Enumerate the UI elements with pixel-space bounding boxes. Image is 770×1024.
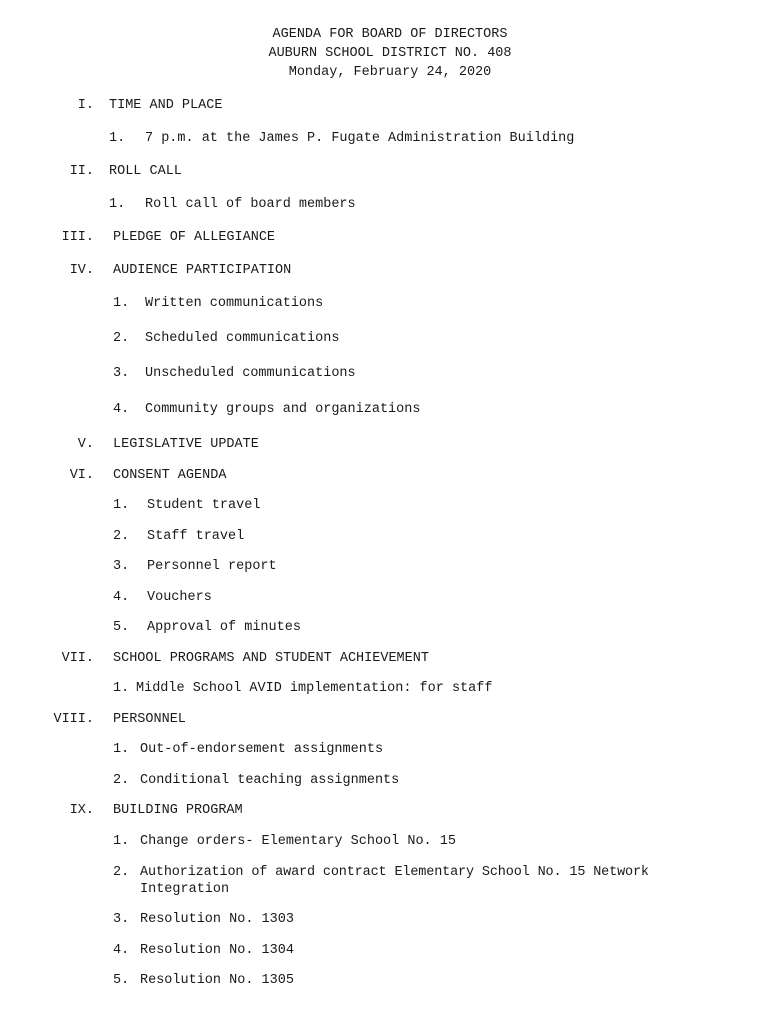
item-text: Scheduled communications xyxy=(145,331,340,346)
item-text: Authorization of award contract Elementary School No. 15 Network xyxy=(140,865,649,880)
item-number: 4. xyxy=(113,943,130,958)
section-title: AUDIENCE PARTICIPATION xyxy=(113,263,292,278)
item-number: 2. xyxy=(113,331,130,346)
district-name: AUBURN SCHOOL DISTRICT NO. 408 xyxy=(268,46,512,61)
section-title: LEGISLATIVE UPDATE xyxy=(113,437,259,452)
item-number: 1. xyxy=(113,296,130,311)
item-number: 1. xyxy=(113,681,130,696)
item-number: 3. xyxy=(113,559,130,574)
item-number: 2. xyxy=(113,773,130,788)
agenda-header xyxy=(0,25,770,82)
section-numeral: IV. xyxy=(69,263,94,278)
item-number: 3. xyxy=(113,366,130,381)
section-title: TIME AND PLACE xyxy=(109,98,223,113)
item-text: Out-of-endorsement assignments xyxy=(140,742,384,757)
section-numeral: VIII. xyxy=(53,712,94,727)
meeting-date: Monday, February 24, 2020 xyxy=(288,65,492,80)
item-text: Resolution No. 1303 xyxy=(140,912,294,927)
item-text: Personnel report xyxy=(147,559,277,574)
item-text-continued: Integration xyxy=(140,882,230,897)
section-numeral: VI. xyxy=(69,468,94,483)
item-text: Change orders- Elementary School No. 15 xyxy=(140,834,456,849)
item-number: 1. xyxy=(109,197,126,212)
item-text: Vouchers xyxy=(147,590,212,605)
item-text: Middle School AVID implementation: for staff xyxy=(136,681,493,696)
item-number: 1. xyxy=(113,742,130,757)
item-text: 7 p.m. at the James P. Fugate Administration Building xyxy=(145,131,575,146)
section-numeral: V. xyxy=(77,437,94,452)
item-number: 1. xyxy=(109,131,126,146)
section-numeral: II. xyxy=(69,164,94,179)
item-text: Student travel xyxy=(147,498,261,513)
section-title: ROLL CALL xyxy=(109,164,182,179)
item-text: Roll call of board members xyxy=(145,197,356,212)
section-title: PLEDGE OF ALLEGIANCE xyxy=(113,230,276,245)
section-title: SCHOOL PROGRAMS AND STUDENT ACHIEVEMENT xyxy=(113,651,429,666)
section-numeral: I. xyxy=(77,98,94,113)
item-text: Approval of minutes xyxy=(147,620,301,635)
item-text: Conditional teaching assignments xyxy=(140,773,400,788)
item-number: 4. xyxy=(113,402,130,417)
agenda-title: AGENDA FOR BOARD OF DIRECTORS xyxy=(272,27,508,42)
item-number: 5. xyxy=(113,620,130,635)
item-number: 5. xyxy=(113,973,130,988)
section-title: BUILDING PROGRAM xyxy=(113,803,243,818)
item-text: Community groups and organizations xyxy=(145,402,421,417)
item-text: Written communications xyxy=(145,296,324,311)
section-numeral: VII. xyxy=(61,651,94,666)
item-number: 1. xyxy=(113,498,130,513)
item-text: Resolution No. 1304 xyxy=(140,943,294,958)
item-text: Staff travel xyxy=(147,529,245,544)
section-numeral: IX. xyxy=(69,803,94,818)
section-title: CONSENT AGENDA xyxy=(113,468,227,483)
item-number: 1. xyxy=(113,834,130,849)
item-number: 2. xyxy=(113,865,130,880)
item-number: 2. xyxy=(113,529,130,544)
item-number: 3. xyxy=(113,912,130,927)
item-number: 4. xyxy=(113,590,130,605)
section-numeral: III. xyxy=(61,230,94,245)
item-text: Unscheduled communications xyxy=(145,366,356,381)
item-text: Resolution No. 1305 xyxy=(140,973,294,988)
section-title: PERSONNEL xyxy=(113,712,186,727)
